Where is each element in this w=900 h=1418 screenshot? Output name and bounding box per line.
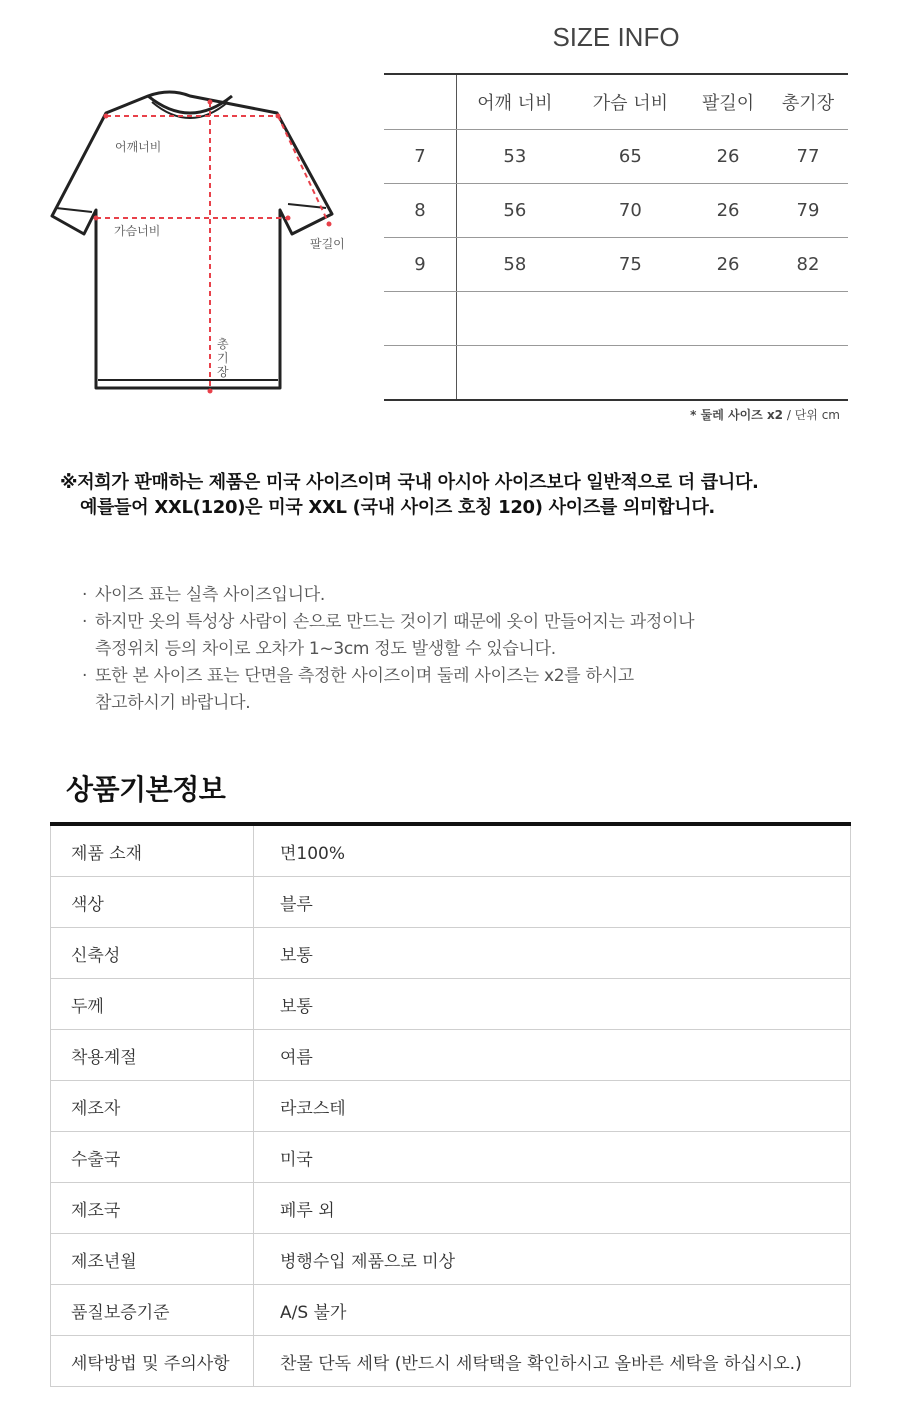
size-cell: 26 (688, 238, 768, 292)
product-info-label: 세탁방법 및 주의사항 (51, 1336, 254, 1387)
size-cell: 56 (457, 184, 573, 238)
size-cell: 7 (384, 130, 457, 184)
product-info-label: 품질보증기준 (51, 1285, 254, 1336)
size-cell (688, 292, 768, 346)
product-info-label: 수출국 (51, 1132, 254, 1183)
product-info-value: 보통 (254, 979, 851, 1030)
size-cell: 79 (768, 184, 848, 238)
size-header-chest: 가슴 너비 (573, 74, 688, 130)
size-cell: 53 (457, 130, 573, 184)
size-cell: 77 (768, 130, 848, 184)
product-info-row (51, 824, 851, 877)
size-guide-line: · 사이즈 표는 실측 사이즈입니다. (95, 585, 326, 605)
size-cell (573, 292, 688, 346)
product-info-label: 제조자 (51, 1081, 254, 1132)
size-header-shoulder: 어깨 너비 (457, 74, 573, 130)
shoulder-label: 어깨너비 (115, 140, 162, 154)
product-info-row (51, 1336, 851, 1387)
size-row (384, 130, 848, 184)
product-info-value: 미국 (254, 1132, 851, 1183)
tshirt-measurement-diagram (40, 80, 360, 400)
unit-note: / 단위 cm (783, 408, 840, 422)
product-info-value: 페루 외 (254, 1183, 851, 1234)
notice-line-2: 예를들어 XXL(120)은 미국 XXL (국내 사이즈 호칭 120) 사이즈를 의미합니다. (80, 497, 715, 518)
length-label-2: 기 (217, 351, 229, 365)
size-cell: 9 (384, 238, 457, 292)
product-info-label: 색상 (51, 877, 254, 928)
product-info-row (51, 1132, 851, 1183)
product-info-title: 상품기본정보 (66, 773, 226, 806)
size-cell (573, 346, 688, 401)
product-info-value: 병행수입 제품으로 미상 (254, 1234, 851, 1285)
size-cell: 58 (457, 238, 573, 292)
size-info-title: SIZE INFO (552, 22, 680, 52)
product-info-row (51, 1234, 851, 1285)
product-info-label: 제조년월 (51, 1234, 254, 1285)
tshirt-collar (148, 96, 232, 113)
product-info-label: 착용계절 (51, 1030, 254, 1081)
length-label-3: 장 (217, 365, 229, 379)
size-guide-line: 참고하시기 바랍니다. (95, 693, 251, 713)
size-cell: 75 (573, 238, 688, 292)
size-guide-item (82, 609, 694, 663)
size-guide-line: · 하지만 옷의 특성상 사람이 손으로 만드는 것이기 때문에 옷이 만들어지는 과정이나 (95, 612, 695, 632)
size-guide-line: 측정위치 등의 차이로 오차가 1~3cm 정도 발생할 수 있습니다. (95, 639, 556, 659)
size-row (384, 184, 848, 238)
size-cell: 70 (573, 184, 688, 238)
size-guide-item (82, 663, 694, 717)
product-info-value: 여름 (254, 1030, 851, 1081)
size-cell (384, 346, 457, 401)
size-guide-list (82, 582, 694, 717)
size-cell: 65 (573, 130, 688, 184)
size-row (384, 238, 848, 292)
size-table-header (384, 74, 848, 130)
tshirt-outline (52, 92, 332, 388)
product-info-value: 라코스테 (254, 1081, 851, 1132)
product-info-value: 찬물 단독 세탁 (반드시 세탁택을 확인하시고 올바른 세탁을 하십시오.) (254, 1336, 851, 1387)
size-guide-item (82, 582, 694, 609)
product-info-row (51, 1081, 851, 1132)
product-info-label: 제조국 (51, 1183, 254, 1234)
sleeve-guide (278, 116, 329, 224)
size-cell (384, 292, 457, 346)
size-cell (768, 292, 848, 346)
size-cell (457, 346, 573, 401)
product-info-table (50, 822, 851, 1387)
size-unit-note (690, 406, 840, 423)
size-row (384, 346, 848, 401)
size-header-length: 총기장 (768, 74, 848, 130)
notice-line-1: ※저희가 판매하는 제품은 미국 사이즈이며 국내 아시아 사이즈보다 일반적으로 더 큽니다. (60, 472, 759, 493)
chest-label: 가슴너비 (114, 224, 161, 238)
product-info-row (51, 1030, 851, 1081)
product-info-row (51, 928, 851, 979)
product-info-value: 보통 (254, 928, 851, 979)
circumference-note: * 둘레 사이즈 x2 (690, 408, 784, 422)
size-cell (768, 346, 848, 401)
size-cell: 8 (384, 184, 457, 238)
size-table (384, 73, 848, 401)
size-row (384, 292, 848, 346)
product-info-value: 면100% (254, 824, 851, 877)
product-info-value: A/S 불가 (254, 1285, 851, 1336)
product-info-value: 블루 (254, 877, 851, 928)
size-notice (60, 470, 759, 520)
size-cell (688, 346, 768, 401)
size-cell: 82 (768, 238, 848, 292)
sleeve-label: 팔길이 (310, 237, 345, 251)
product-info-row (51, 877, 851, 928)
length-label-1: 총 (217, 337, 229, 351)
product-info-label: 신축성 (51, 928, 254, 979)
product-info-row (51, 979, 851, 1030)
size-cell (457, 292, 573, 346)
size-header-sleeve: 팔길이 (688, 74, 768, 130)
size-cell: 26 (688, 184, 768, 238)
product-info-label: 두께 (51, 979, 254, 1030)
size-guide-line: · 또한 본 사이즈 표는 단면을 측정한 사이즈이며 둘레 사이즈는 x2를 하시고 (95, 666, 634, 686)
size-header-size (384, 74, 457, 130)
size-cell: 26 (688, 130, 768, 184)
product-info-row (51, 1183, 851, 1234)
product-info-label: 제품 소재 (51, 824, 254, 877)
product-info-row (51, 1285, 851, 1336)
